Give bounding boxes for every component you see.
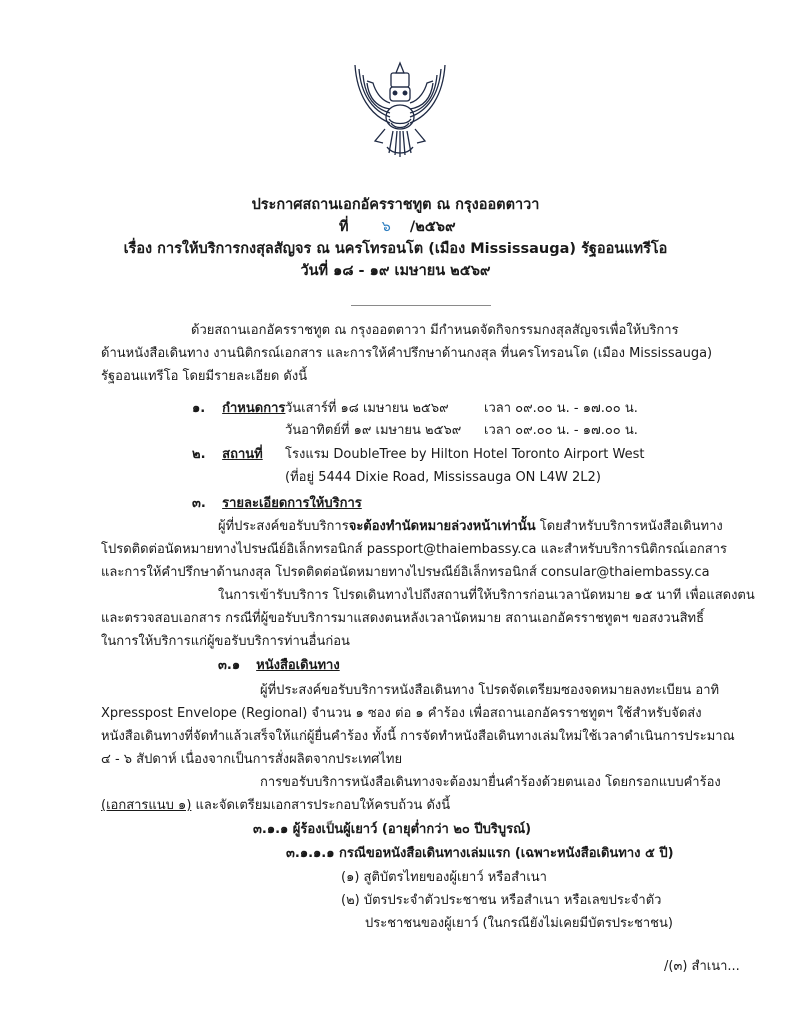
requirement-1: (๑) สูติบัตรไทยของผู้เยาว์ หรือสำเนา — [341, 870, 547, 885]
requirement-2-line-2: ประชาชนของผู้เยาว์ (ในกรณียังไม่เคยมีบัตรประชาชน) — [365, 916, 673, 931]
attachment-1-link[interactable]: (เอกสารแนบ ๑) — [101, 798, 192, 813]
details-p1-text-cont: โดยสำหรับบริการหนังสือเดินทาง — [535, 519, 723, 534]
venue-number: ๒. — [192, 447, 206, 462]
schedule-day-2: วันอาทิตย์ที่ ๑๙ เมษายน ๒๕๖๙ — [285, 423, 462, 438]
details-label: รายละเอียดการให้บริการ — [222, 496, 362, 511]
venue-line-2: (ที่อยู่ 5444 Dixie Road, Mississauga ON L4W 2L2) — [285, 470, 601, 485]
passport-p1-line-4: ๔ - ๖ สัปดาห์ เนื่องจากเป็นการสั่งผลิตจากประเทศไทย — [101, 752, 403, 767]
number-year: /๒๕๖๙ — [409, 219, 456, 235]
passport-number: ๓.๑ — [218, 658, 241, 673]
details-p1-line-1 — [218, 518, 723, 536]
garuda-emblem-icon — [345, 55, 455, 165]
passport-section — [218, 657, 340, 675]
requirement-2-line-1: (๒) บัตรประจำตัวประชาชน หรือสำเนา หรือเลขประจำตัว — [341, 893, 662, 908]
announcement-number — [339, 218, 456, 236]
details-p1-text: ผู้ที่ประสงค์ขอรับบริการ — [218, 519, 349, 534]
details-p1-line-2: โปรดติดต่อนัดหมายทางไปรษณีย์อิเล็กทรอนิกส์ passport@thaiembassy.ca และสำหรับบริการนิติกรณ์เอกสาร — [101, 542, 727, 557]
details-p1-line-3: และการให้คำปรึกษาด้านกงสุล โปรดติดต่อนัดหมายทางไปรษณีย์อิเล็กทรอนิกส์ consular@thaiembassy.ca — [101, 565, 710, 580]
continued-next-page: /(๓) สำเนา... — [664, 959, 740, 974]
venue-item — [192, 446, 263, 464]
header-divider — [351, 305, 491, 306]
intro-line-2: ด้านหนังสือเดินทาง งานนิติกรณ์เอกสาร และการให้คำปรึกษาด้านกงสุล ที่นครโทรอนโต (เมือง Mississauga) — [101, 346, 713, 361]
minor-applicant-heading: ๓.๑.๑ ผู้ร้องเป็นผู้เยาว์ (อายุต่ำกว่า ๒๐ ปีบริบูรณ์) — [253, 822, 532, 837]
passport-p2-line-1: การขอรับบริการหนังสือเดินทางจะต้องมายื่นคำร้องด้วยตนเอง โดยกรอกแบบคำร้อง — [260, 775, 721, 790]
passport-p2-rest: และจัดเตรียมเอกสารประกอบให้ครบถ้วน ดังนี้ — [191, 798, 451, 813]
passport-label: หนังสือเดินทาง — [256, 658, 340, 673]
intro-line-1: ด้วยสถานเอกอัครราชทูต ณ กรุงออตตาวา มีกำหนดจัดกิจกรรมกงสุลสัญจรเพื่อให้บริการ — [191, 323, 679, 338]
schedule-time-1: เวลา ๐๙.๐๐ น. - ๑๗.๐๐ น. — [484, 401, 638, 416]
schedule-day-1: วันเสาร์ที่ ๑๘ เมษายน ๒๕๖๙ — [285, 401, 449, 416]
number-value: ๖ — [381, 219, 391, 235]
announcement-date: วันที่ ๑๘ - ๑๙ เมษายน ๒๕๖๙ — [300, 263, 491, 279]
details-number: ๓. — [192, 496, 206, 511]
schedule-label: กำหนดการ — [222, 401, 286, 416]
details-p2-line-1: ในการเข้ารับบริการ โปรดเดินทางไปถึงสถานที่ให้บริการก่อนเวลานัดหมาย ๑๕ นาที เพื่อแสดงตน — [218, 588, 755, 603]
announcement-title: ประกาศสถานเอกอัครราชทูต ณ กรุงออตตาวา — [251, 197, 540, 213]
first-passport-heading: ๓.๑.๑.๑ กรณีขอหนังสือเดินทางเล่มแรก (เฉพาะหนังสือเดินทาง ๕ ปี) — [286, 846, 674, 861]
schedule-time-2: เวลา ๐๙.๐๐ น. - ๑๗.๐๐ น. — [484, 423, 638, 438]
schedule-item — [192, 400, 285, 418]
venue-line-1: โรงแรม DoubleTree by Hilton Hotel Toronto Airport West — [285, 447, 645, 462]
details-p2-line-3: ในการให้บริการแก่ผู้ขอรับบริการท่านอื่นก่อน — [101, 634, 350, 649]
number-prefix: ที่ — [339, 219, 349, 235]
appointment-required-text: จะต้องทำนัดหมายล่วงหน้าเท่านั้น — [348, 519, 536, 534]
passport-p1-line-2: Xpresspost Envelope (Regional) จำนวน ๑ ซอง ต่อ ๑ คำร้อง เพื่อสถานเอกอัครราชทูตฯ ใช้สำหรับจัดส่ง — [101, 706, 702, 721]
intro-line-3: รัฐออนแทรีโอ โดยมีรายละเอียด ดังนี้ — [101, 369, 308, 384]
passport-p2-line-2 — [101, 797, 450, 815]
passport-p1-line-3: หนังสือเดินทางที่จัดทำแล้วเสร็จให้แก่ผู้ยื่นคำร้อง ทั้งนี้ การจัดทำหนังสือเดินทางเล่มใหม่ใช้เวลาดำเนินการประมาณ — [101, 729, 735, 744]
passport-p1-line-1: ผู้ที่ประสงค์ขอรับบริการหนังสือเดินทาง โปรดจัดเตรียมซองจดหมายลงทะเบียน อาทิ — [260, 683, 720, 698]
schedule-number: ๑. — [192, 401, 206, 416]
venue-label: สถานที่ — [222, 447, 263, 462]
details-p2-line-2: และตรวจสอบเอกสาร กรณีที่ผู้ขอรับบริการมาแสดงตนหลังเวลานัดหมาย สถานเอกอัครราชทูตฯ ขอสงวนสิทธิ์ — [101, 611, 705, 626]
details-item — [192, 495, 362, 513]
announcement-subject: เรื่อง การให้บริการกงสุลสัญจร ณ นครโทรอนโต (เมือง Mississauga) รัฐออนแทรีโอ — [123, 241, 668, 257]
